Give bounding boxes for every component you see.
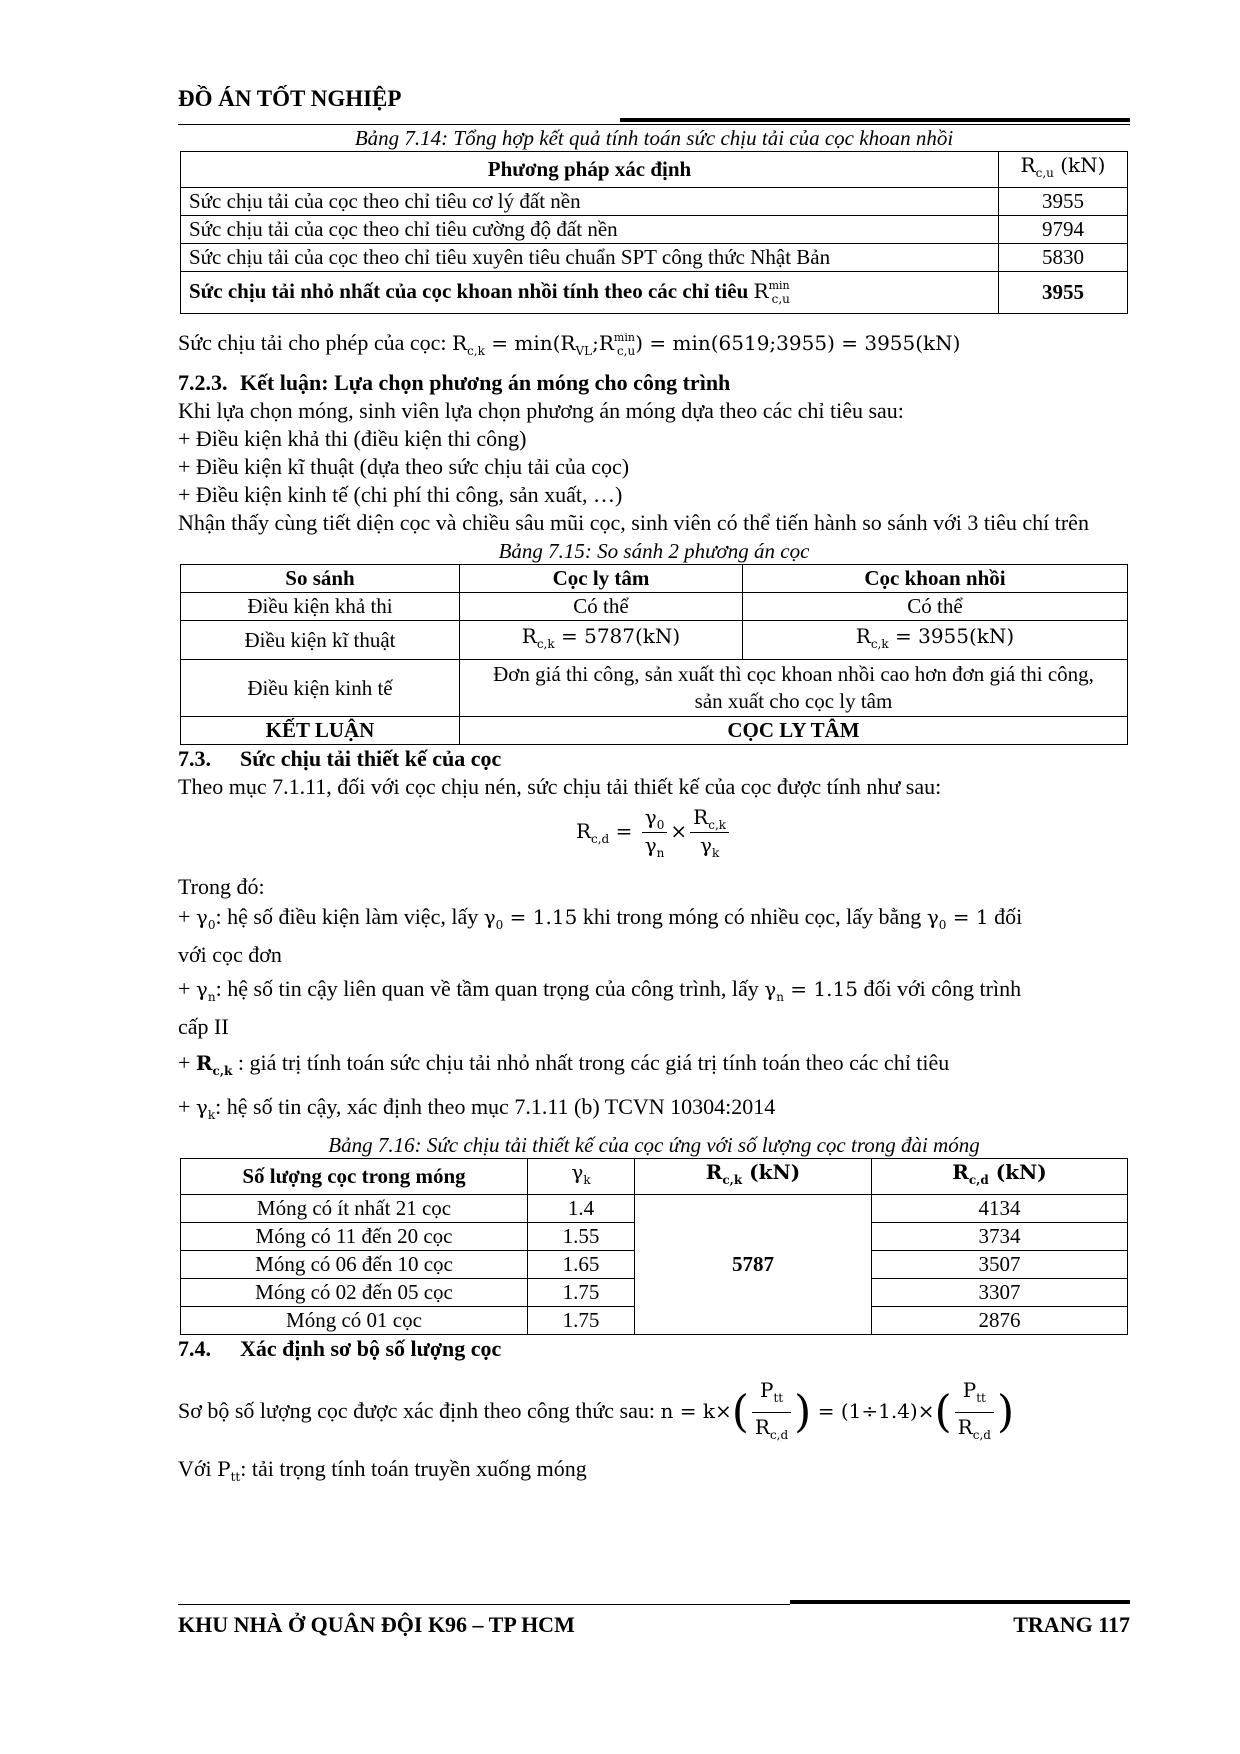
t715-cell: $R_{c,k} = 5787(kN)$ bbox=[460, 621, 743, 660]
section-7-3 bbox=[178, 745, 1130, 773]
criteria-intro: Khi lựa chọn móng, sinh viên lựa chọn phương án móng dựa theo các chỉ tiêu sau: bbox=[178, 398, 904, 423]
table-7-16 bbox=[180, 1158, 1128, 1335]
section-7-3-intro: Theo mục 7.1.11, đối với cọc chịu nén, sức chịu tải thiết kế của cọc được tính như sau: bbox=[178, 774, 942, 799]
allowable-capacity: Sức chịu tải cho phép của cọc: $R_{c,k}$ = $\min(R_{VL};R^{min}_{c,u})$ = min(6519;3955) = 3955(kN) bbox=[178, 330, 961, 358]
footer-project: KHU NHÀ Ở QUÂN ĐỘI K96 – TP HCM bbox=[178, 1612, 575, 1637]
t714-row-value: 3955 bbox=[999, 188, 1128, 216]
footer-page-number: TRANG 117 bbox=[1013, 1612, 1130, 1637]
table-7-14 bbox=[180, 151, 1128, 314]
table-7-15-caption: Bảng 7.15: So sánh 2 phương án cọc bbox=[498, 539, 810, 563]
t714-header-value: $R_{c,u}$ (kN) bbox=[999, 152, 1128, 188]
t715-row-label: Điều kiện kĩ thuật bbox=[181, 621, 460, 660]
t716-gammak: 1.75 bbox=[528, 1279, 635, 1307]
t715-tech-centrifugal: = 5787(kN) bbox=[560, 623, 681, 648]
t716-rcd: 3307 bbox=[872, 1279, 1128, 1307]
table-7-16-caption: Bảng 7.16: Sức chịu tải thiết kế của cọc ứng với số lượng cọc trong đài móng bbox=[328, 1133, 980, 1157]
allowable-formula: = min(6519;3955) = 3955(kN) bbox=[649, 331, 961, 355]
pile-count-formula: Sơ bộ số lượng cọc được xác định theo công thức sau: n = k×( $\frac{P_{tt}}{R_{c,d}}$ ) = (1÷1.4)×( $\frac{P_{tt}}{R_{c,d}}$ ) bbox=[178, 1378, 1015, 1442]
criteria-item: + Điều kiện kĩ thuật (dựa theo sức chịu tải của cọc) bbox=[178, 454, 630, 479]
section-title: Sức chịu tải thiết kế của cọc bbox=[240, 746, 502, 771]
ptt-definition: Với $P_{tt}$: tải trọng tính toán truyền xuống móng bbox=[178, 1456, 587, 1484]
t714-row-label: Sức chịu tải của cọc theo chỉ tiêu cường độ đất nền bbox=[181, 216, 999, 244]
section-number: 7.4. bbox=[178, 1336, 211, 1361]
t715-cell: $R_{c,k} = 3955(kN)$ bbox=[743, 621, 1128, 660]
t716-rcd: 3507 bbox=[872, 1251, 1128, 1279]
t715-header-compare: So sánh bbox=[181, 565, 460, 593]
t716-row-label: Móng có ít nhất 21 cọc bbox=[181, 1195, 528, 1223]
section-number: 7.3. bbox=[178, 746, 211, 771]
t715-conclusion-label: KẾT LUẬN bbox=[181, 717, 460, 745]
t716-rcd: 3734 bbox=[872, 1223, 1128, 1251]
t715-header-bored: Cọc khoan nhồi bbox=[743, 565, 1128, 593]
pile-count-text: Sơ bộ số lượng cọc được xác định theo công thức sau: bbox=[178, 1398, 655, 1423]
section-7-2-3 bbox=[178, 369, 1130, 397]
section-7-4 bbox=[178, 1335, 1130, 1363]
table-7-15 bbox=[180, 564, 1128, 745]
t716-row-label: Móng có 06 đến 10 cọc bbox=[181, 1251, 528, 1279]
page-footer bbox=[178, 1612, 1130, 1638]
t716-header-rcd: $R_{c,d}$ (kN) bbox=[872, 1159, 1128, 1195]
t716-row-label: Móng có 02 đến 05 cọc bbox=[181, 1279, 528, 1307]
gamma0-definition-cont: với cọc đơn bbox=[178, 942, 282, 967]
t715-tech-bored: = 3955(kN) bbox=[894, 623, 1015, 648]
t715-cell: Có thể bbox=[460, 593, 743, 621]
footer-rule-thin bbox=[178, 1604, 790, 1605]
t714-row-value: 9794 bbox=[999, 216, 1128, 244]
t714-header-method: Phương pháp xác định bbox=[181, 152, 999, 188]
t714-min-row: Sức chịu tải nhỏ nhất của cọc khoan nhồi tính theo các chỉ tiêu $R^{min}_{c,u}$ bbox=[181, 272, 999, 314]
allowable-label: Sức chịu tải cho phép của cọc: bbox=[178, 330, 447, 355]
t716-header-count: Số lượng cọc trong móng bbox=[181, 1159, 528, 1195]
header-title: ĐỒ ÁN TỐT NGHIỆP bbox=[178, 86, 402, 111]
comparison-note: Nhận thấy cùng tiết diện cọc và chiều sâu mũi cọc, sinh viên có thể tiến hành so sánh với 3 tiêu chí trên bbox=[178, 510, 1089, 535]
criteria-item: + Điều kiện khả thi (điều kiện thi công) bbox=[178, 426, 527, 451]
gammak-definition: + $\gamma_k$: hệ số tin cậy, xác định theo mục 7.1.11 (b) TCVN 10304:2014 bbox=[178, 1094, 776, 1122]
rck-definition: + $R_{c,k}$ : giá trị tính toán sức chịu tải nhỏ nhất trong các giá trị tính toán theo các chỉ tiêu bbox=[178, 1050, 950, 1078]
t716-rcd: 4134 bbox=[872, 1195, 1128, 1223]
pile-count-range: = (1÷1.4)× bbox=[817, 1399, 935, 1423]
t716-gammak: 1.4 bbox=[528, 1195, 635, 1223]
page-body bbox=[178, 124, 1130, 1491]
section-title: Kết luận: Lựa chọn phương án móng cho công trình bbox=[240, 370, 731, 395]
section-number: 7.2.3. bbox=[178, 370, 228, 395]
t715-economic-cell: Đơn giá thi công, sản xuất thì cọc khoan nhồi cao hơn đơn giá thi công, sản xuất cho cọc ly tâm bbox=[460, 660, 1128, 717]
t716-gammak: 1.55 bbox=[528, 1223, 635, 1251]
section-title: Xác định sơ bộ số lượng cọc bbox=[240, 1336, 502, 1361]
t716-row-label: Móng có 11 đến 20 cọc bbox=[181, 1223, 528, 1251]
where-label: Trong đó: bbox=[178, 874, 265, 899]
t715-header-centrifugal: Cọc ly tâm bbox=[460, 565, 743, 593]
t716-header-gammak: $\gamma_k$ bbox=[528, 1159, 635, 1195]
criteria-item: + Điều kiện kinh tế (chi phí thi công, sản xuất, …) bbox=[178, 482, 623, 507]
gamma0-definition: + $\gamma_0$: hệ số điều kiện làm việc, lấy $\gamma_0 = 1.15$ khi trong móng có nhiều cọc, lấy bằng $\gamma_0 = 1$ đối bbox=[178, 904, 1023, 932]
t715-conclusion-value: CỌC LY TÂM bbox=[460, 717, 1128, 745]
t715-row-label: Điều kiện kinh tế bbox=[181, 660, 460, 717]
t714-min-value: 3955 bbox=[999, 272, 1128, 314]
t716-rcd: 2876 bbox=[872, 1307, 1128, 1335]
t716-gammak: 1.65 bbox=[528, 1251, 635, 1279]
t714-row-value: 5830 bbox=[999, 244, 1128, 272]
t715-cell: Có thể bbox=[743, 593, 1128, 621]
t716-gammak: 1.75 bbox=[528, 1307, 635, 1335]
t716-row-label: Móng có 01 cọc bbox=[181, 1307, 528, 1335]
t716-header-rck: $R_{c,k}$ (kN) bbox=[635, 1159, 872, 1195]
t714-min-label: Sức chịu tải nhỏ nhất của cọc khoan nhồi tính theo các chỉ tiêu bbox=[189, 279, 749, 303]
t716-rck-merged: 5787 bbox=[635, 1195, 872, 1335]
design-capacity-formula: $R_{c,d}$ = $\frac{\gamma_0}{\gamma_n}$ × $\frac{R_{c,k}}{\gamma_k}$ bbox=[178, 805, 1130, 867]
t715-row-label: Điều kiện khả thi bbox=[181, 593, 460, 621]
footer-rule-thick bbox=[790, 1600, 1130, 1604]
t714-row-label: Sức chịu tải của cọc theo chỉ tiêu cơ lý đất nền bbox=[181, 188, 999, 216]
table-7-14-caption: Bảng 7.14: Tổng hợp kết quả tính toán sức chịu tải của cọc khoan nhồi bbox=[354, 126, 954, 150]
gamman-definition: + $\gamma_n$: hệ số tin cậy liên quan về tầm quan trọng của công trình, lấy $\gamma_n = 1.15$ đối với công trình bbox=[178, 976, 1022, 1004]
t714-row-label: Sức chịu tải của cọc theo chỉ tiêu xuyên tiêu chuẩn SPT công thức Nhật Bản bbox=[181, 244, 999, 272]
gamman-definition-cont: cấp II bbox=[178, 1014, 229, 1039]
header-rule-thick bbox=[620, 118, 1130, 122]
